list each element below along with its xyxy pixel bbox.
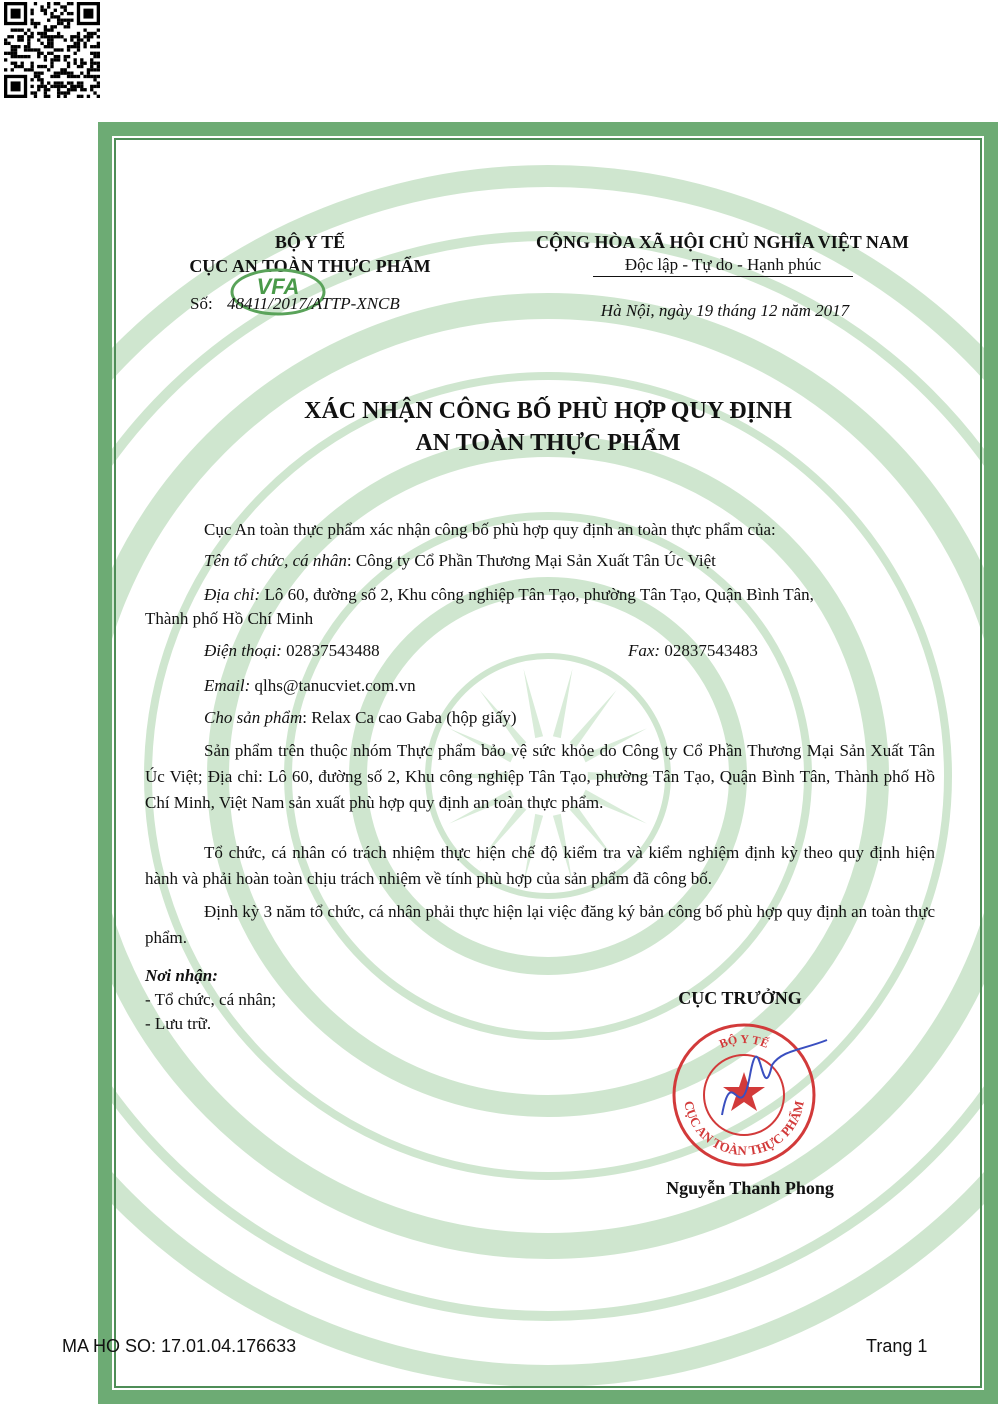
- place-date: Hà Nội, ngày 19 tháng 12 năm 2017: [600, 301, 850, 320]
- number-value: 48411/2017/ATTP-XNCB: [226, 294, 400, 313]
- fax-row: [628, 638, 758, 664]
- document-title-line2: AN TOÀN THỰC PHẨM: [415, 430, 681, 456]
- intro-text: Cục An toàn thực phẩm xác nhận công bố phù hợp quy định an toàn thực phẩm của:: [204, 520, 776, 539]
- organization-label: Tên tổ chức, cá nhân: [204, 551, 347, 570]
- organization-value: : Công ty Cổ Phần Thương Mại Sản Xuất Tân Úc Việt: [346, 551, 716, 570]
- number-label: Số:: [190, 294, 213, 313]
- recipients-heading: Nơi nhận:: [145, 966, 218, 985]
- address-line2: Thành phố Hồ Chí Minh: [145, 609, 314, 628]
- country-name: CỘNG HÒA XÃ HỘI CHỦ NGHĨA VIỆT NAM: [536, 232, 909, 252]
- official-seal: [662, 1020, 832, 1170]
- seal-bottom-text: CỤC AN TOÀN THỰC PHẨM: [681, 1099, 807, 1159]
- agency-name: CỤC AN TOÀN THỰC PHẨM: [189, 256, 431, 276]
- address-row: [204, 582, 944, 608]
- paragraph-renewal: Định kỳ 3 năm tổ chức, cá nhân phải thực hiện lại việc đăng ký bản công bố phù hợp quy định an toàn thực phẩm.: [145, 902, 935, 947]
- svg-text:BỘ Y TẾ: [717, 1032, 771, 1051]
- page-number: Trang 1: [866, 1336, 928, 1356]
- seal-top-text: BỘ Y TẾ: [717, 1031, 771, 1051]
- address-label: Địa chỉ:: [204, 585, 261, 604]
- national-motto: Độc lập - Tự do - Hạnh phúc: [593, 254, 853, 277]
- qr-code: [4, 2, 100, 98]
- paragraph-responsibility: Tổ chức, cá nhân có trách nhiệm thực hiện chế độ kiểm tra và kiểm nghiệm định kỳ theo quy định hiện hành và phải hoàn toàn chịu trách nhiệm về tính phù hợp của sản phẩm đã công bố.: [145, 843, 935, 888]
- email-row: [204, 673, 416, 699]
- record-number: MA HO SO: 17.01.04.176633: [62, 1336, 297, 1356]
- paragraph-product-group: Sản phẩm trên thuộc nhóm Thực phẩm bảo vệ sức khỏe do Công ty Cổ Phần Thương Mại Sản Xuất Tân Úc Việt; Địa chỉ: Lô 60, đường số 2, Khu công nghiệp Tân Tạo, phường Tân Tạo, Quận Bình Tân, Thành phố Hồ Chí Minh, Việt Nam sản xuất phù hợp quy định an toàn thực phẩm.: [145, 741, 935, 812]
- phone-row: [204, 638, 380, 664]
- signer-name: Nguyễn Thanh Phong: [666, 1178, 834, 1198]
- fax-label: Fax:: [628, 641, 661, 660]
- product-row: [204, 705, 517, 731]
- phone-value: 02837543488: [281, 641, 380, 660]
- document-title-line1: XÁC NHẬN CÔNG BỐ PHÙ HỢP QUY ĐỊNH: [304, 398, 792, 424]
- product-value: : Relax Ca cao Gaba (hộp giấy): [302, 708, 517, 727]
- email-value: qlhs@tanucviet.com.vn: [250, 676, 416, 695]
- document-number: [190, 291, 400, 317]
- email-label: Email:: [204, 676, 251, 695]
- address-line1: Lô 60, đường số 2, Khu công nghiệp Tân Tạo, phường Tân Tạo, Quận Bình Tân,: [260, 585, 814, 604]
- recipients-list: [145, 988, 276, 1036]
- fax-value: 02837543483: [660, 641, 758, 660]
- organization-row: [204, 548, 944, 574]
- ministry-name: BỘ Y TẾ: [274, 232, 346, 252]
- phone-label: Điện thoại:: [204, 641, 282, 660]
- product-label: Cho sản phẩm: [204, 708, 303, 727]
- recipient-item: - Lưu trữ.: [145, 1014, 212, 1033]
- vfa-logo-text: VFA: [256, 274, 300, 299]
- signer-position: CỤC TRƯỞNG: [678, 988, 802, 1008]
- recipient-item: - Tổ chức, cá nhân;: [145, 990, 277, 1009]
